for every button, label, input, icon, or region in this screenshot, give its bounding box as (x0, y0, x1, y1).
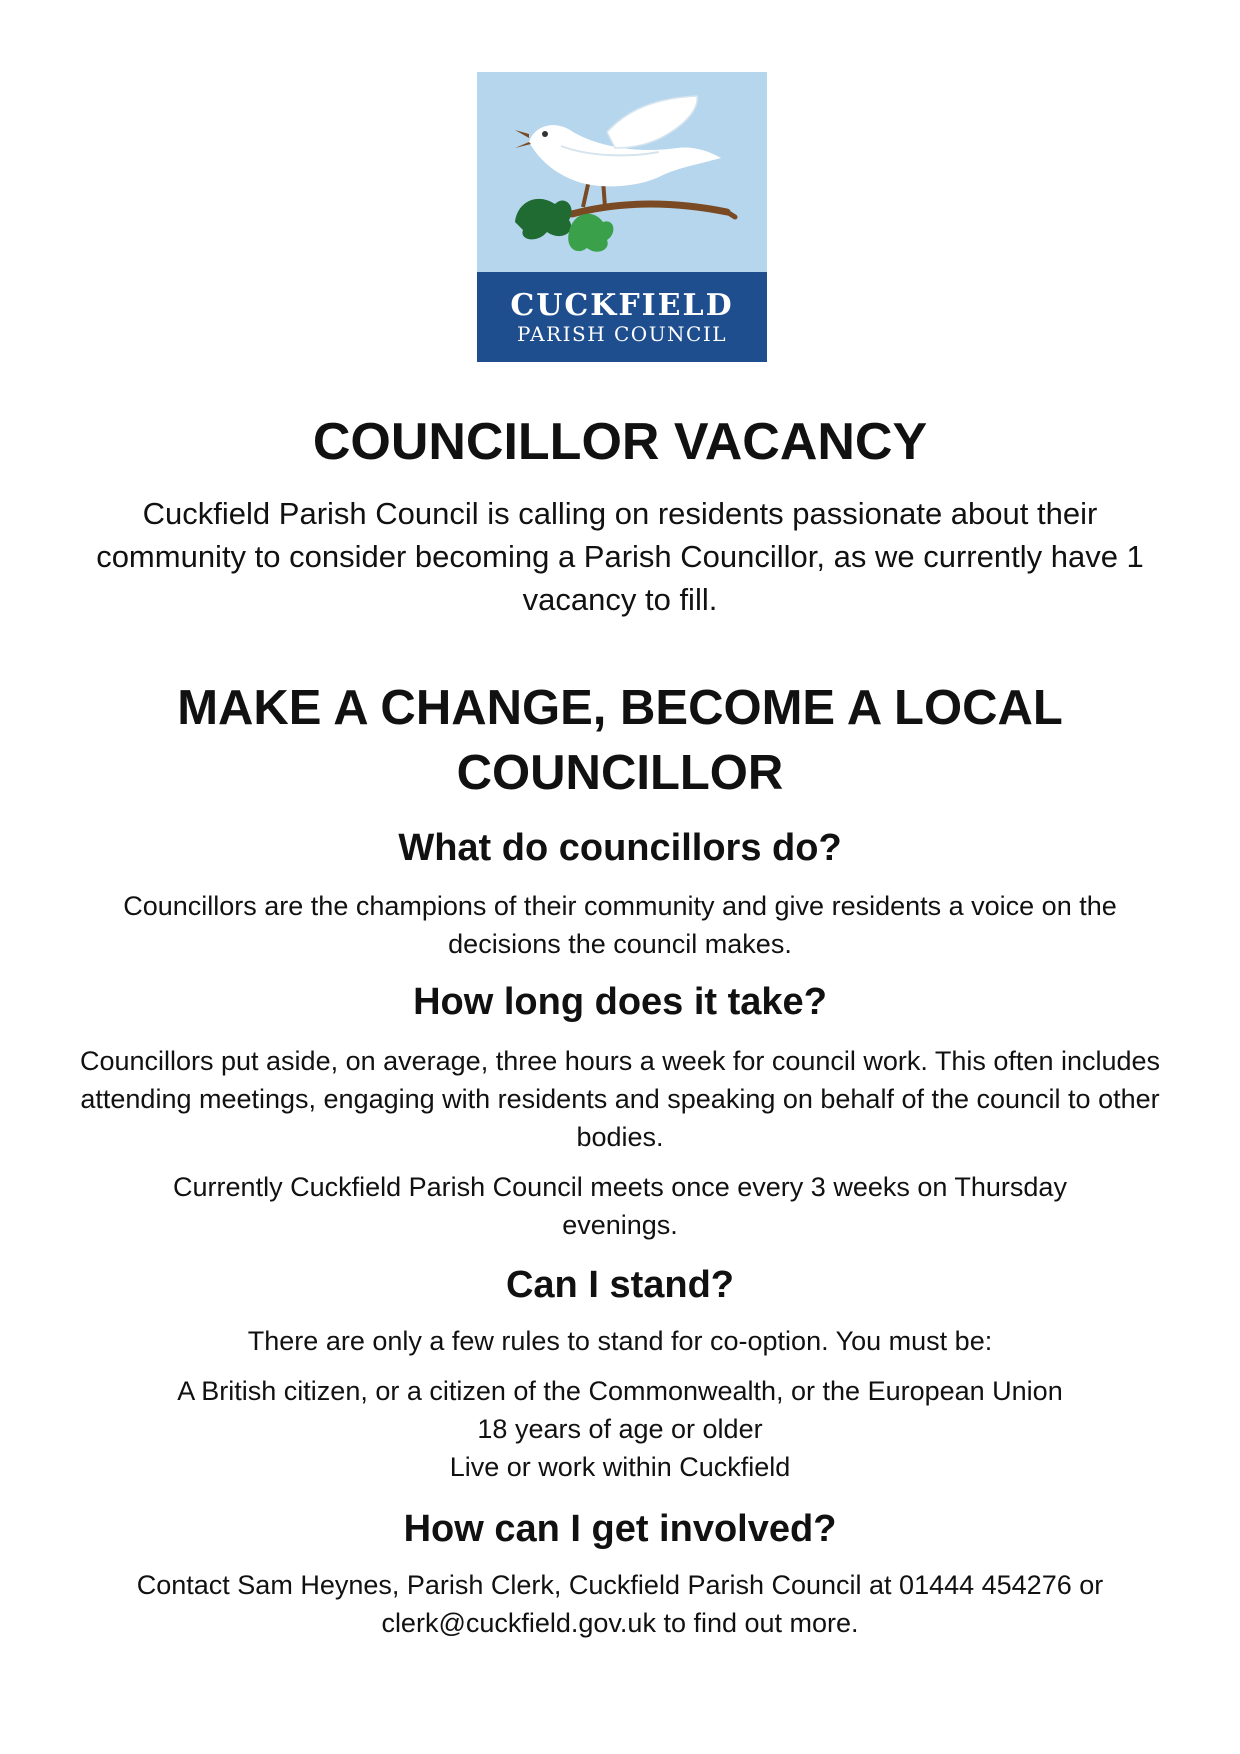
list-item: 18 years of age or older (477, 1414, 763, 1444)
contact-text: Contact Sam Heynes, Parish Clerk, Cuckfield Parish Council at 01444 454276 or clerk@cuckfield.gov.uk to find out more. (136, 1570, 1104, 1638)
logo-name: CUCKFIELD (510, 288, 734, 323)
stand-heading: Can I stand? (505, 1264, 735, 1306)
stand-text: There are only a few rules to stand for co-option. You must be: (247, 1326, 993, 1356)
council-logo (477, 72, 767, 362)
meeting-schedule-text: Currently Cuckfield Parish Council meets once every 3 weeks on Thursday evenings. (173, 1172, 1067, 1240)
slogan-heading: MAKE A CHANGE, BECOME A LOCAL COUNCILLOR (177, 681, 1063, 800)
what-heading: What do councillors do? (398, 827, 842, 869)
page-title: COUNCILLOR VACANCY (312, 413, 928, 471)
how-long-heading: How long does it take? (413, 981, 827, 1023)
bird-on-branch-icon (477, 72, 767, 272)
requirements-list (0, 1372, 1240, 1486)
logo-band (477, 272, 767, 362)
involved-heading: How can I get involved? (403, 1508, 837, 1550)
intro-text: Cuckfield Parish Council is calling on residents passionate about their community to consider becoming a Parish Councillor, as we currently have 1 vacancy to fill. (96, 496, 1144, 617)
list-item: Live or work within Cuckfield (449, 1452, 791, 1482)
how-long-text: Councillors put aside, on average, three hours a week for council work. This often includes attending meetings, engaging with residents and speaking on behalf of the council to other bodies. (79, 1046, 1161, 1152)
list-item: A British citizen, or a citizen of the Commonwealth, or the European Union (177, 1376, 1063, 1406)
what-text: Councillors are the champions of their community and give residents a voice on the decisions the council makes. (123, 891, 1117, 959)
logo-subtitle: PARISH COUNCIL (516, 322, 728, 346)
